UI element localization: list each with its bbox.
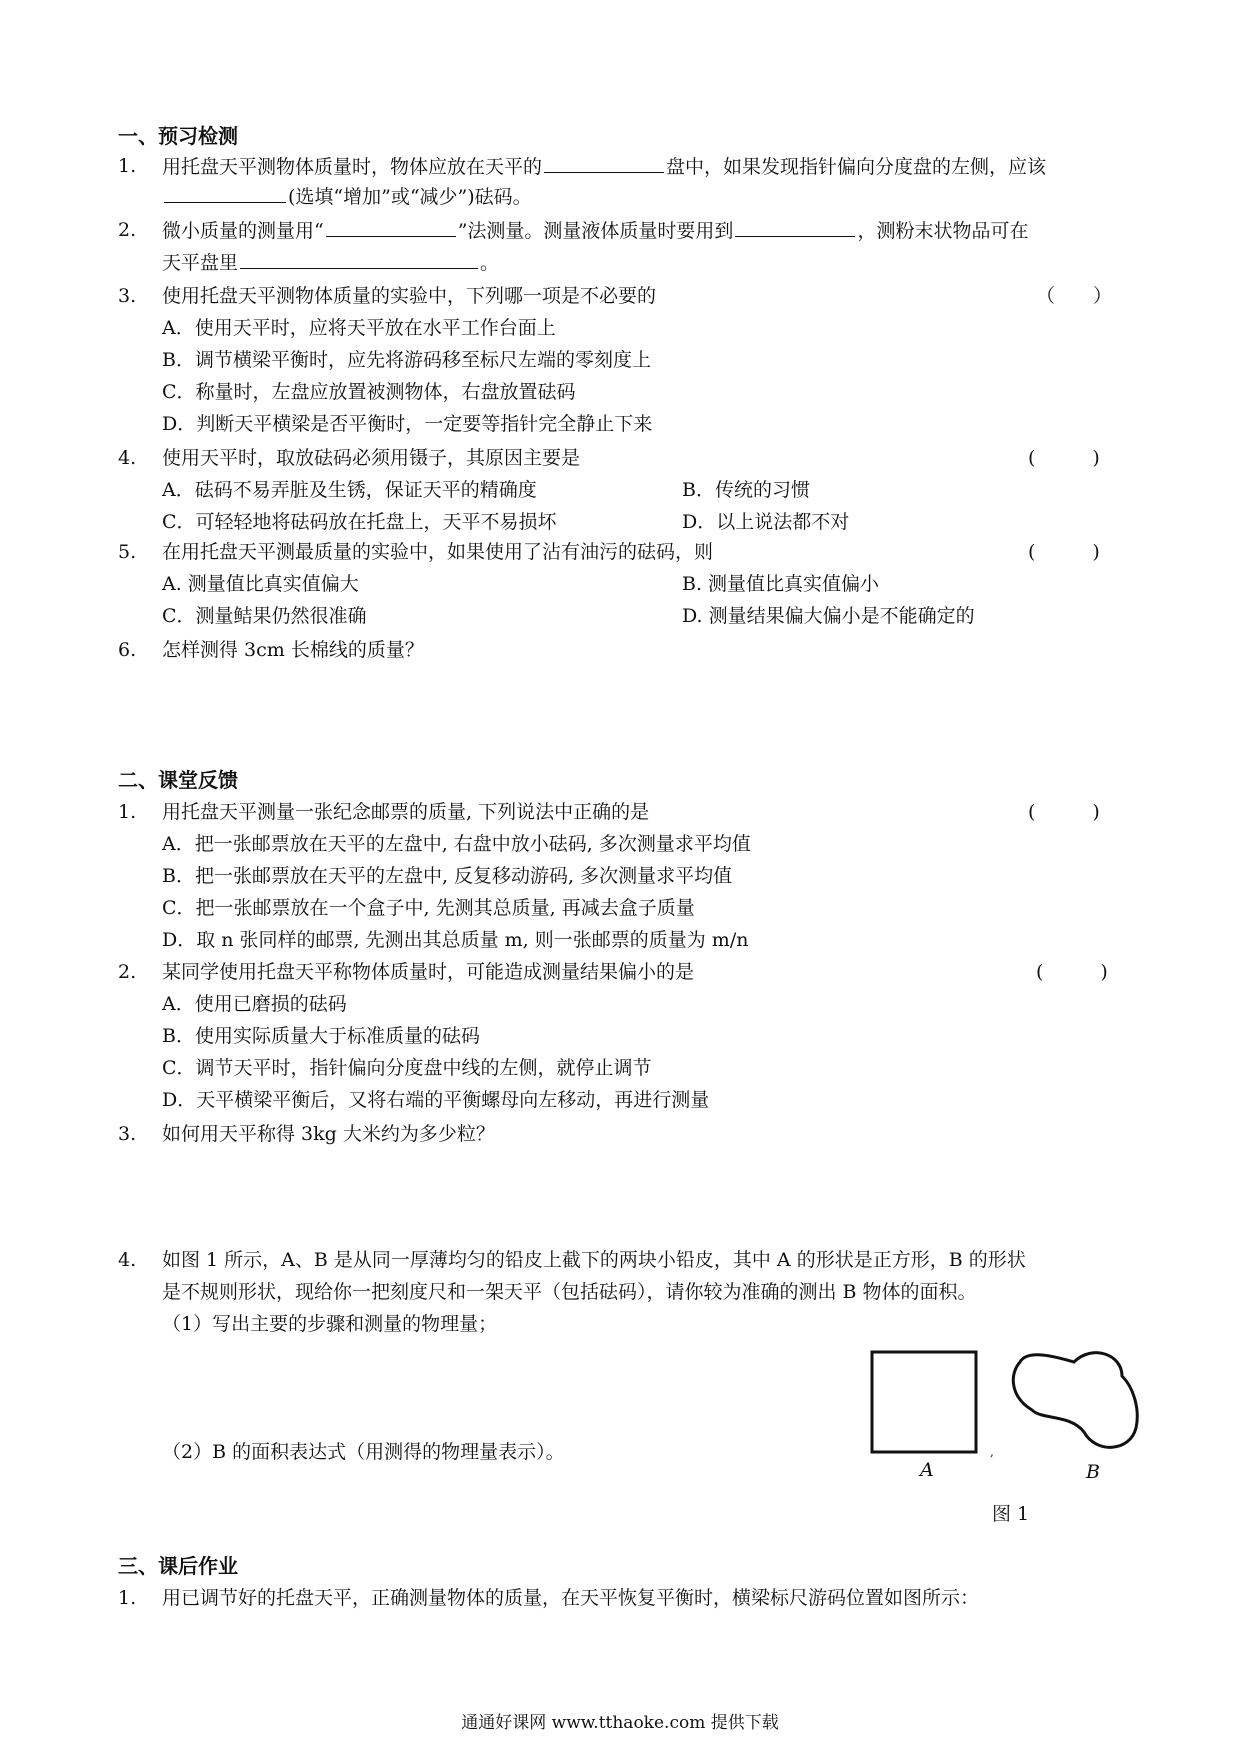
- question-text: [162, 248, 499, 277]
- option-b: B．调节横梁平衡时，应先将游码移至标尺左端的零刻度上: [162, 349, 651, 371]
- option-b: B．使用实际质量大于标准质量的砝码: [162, 1025, 480, 1047]
- square-plate-a: [872, 1352, 976, 1452]
- section-heading-homework: 三、课后作业: [118, 1554, 238, 1578]
- option-d: D．天平横梁平衡后，又将右端的平衡螺母向左移动，再进行测量: [162, 1089, 710, 1111]
- option-a: A．把一张邮票放在天平的左盘中, 右盘中放小砝码, 多次测量求平均值: [162, 833, 751, 855]
- question-text-part: ”法测量。测量液体质量时要用到: [457, 220, 734, 242]
- question-number: 2.: [118, 219, 137, 241]
- answer-blank[interactable]: [544, 152, 664, 173]
- option-c: C．把一张邮票放在一个盒子中, 先测其总质量, 再减去盒子质量: [162, 897, 695, 919]
- option-a: A. 测量值比真实值偏大: [162, 573, 359, 595]
- question-number: 1.: [118, 801, 137, 823]
- option-d: D．判断天平横梁是否平衡时，一定要等指针完全静止下来: [162, 413, 653, 435]
- option-c: C．测量鲒果仍然很准确: [162, 605, 367, 627]
- answer-parentheses[interactable]: ( ): [1028, 541, 1100, 563]
- answer-blank[interactable]: [164, 182, 286, 203]
- question-number: 4.: [118, 447, 137, 469]
- option-d: D．取 n 张同样的邮票, 先测出其总质量 m, 则一张邮票的质量为 m/n: [162, 929, 749, 951]
- question-text: [162, 152, 1046, 181]
- sub-question: （1）写出主要的步骤和测量的物理量；: [162, 1313, 498, 1335]
- question-text-part: 天平盘里: [162, 252, 239, 274]
- option-a: A．使用已磨损的砝码: [162, 993, 347, 1015]
- question-stem: 用托盘天平测量一张纪念邮票的质量, 下列说法中正确的是: [162, 801, 650, 823]
- option-b: B．传统的习惯: [682, 479, 810, 501]
- option-b: B. 测量值比真实值偏小: [682, 573, 880, 595]
- figure-1: [860, 1340, 1150, 1540]
- question-number: 1.: [118, 1587, 137, 1609]
- section-heading-class-feedback: 二、课堂反馈: [118, 768, 238, 792]
- answer-blank[interactable]: [326, 216, 456, 237]
- question-stem: 使用天平时，取放砝码必须用镊子，其原因主要是: [162, 447, 581, 469]
- question-stem: 是不规则形状，现给你一把刻度尺和一架天平（包括砝码），请你较为准确的测出 B 物体的面积。: [162, 1281, 977, 1303]
- figure-label-a: A: [920, 1459, 934, 1481]
- question-number: 6.: [118, 639, 137, 661]
- option-c: C．称量时，左盘应放置被测物体，右盘放置砝码: [162, 381, 576, 403]
- option-d: D．以上说法都不对: [682, 511, 850, 533]
- question-text-part: 。: [480, 252, 500, 274]
- question-number: 2.: [118, 961, 137, 983]
- question-stem: 使用托盘天平测物体质量的实验中，下列哪一项是不必要的: [162, 285, 657, 307]
- question-number: 4.: [118, 1249, 137, 1271]
- question-stem: 如图 1 所示，A、B 是从同一厚薄均匀的铅皮上截下的两块小铅皮，其中 A 的形状是正方形，B 的形状: [162, 1249, 1026, 1271]
- answer-parentheses[interactable]: ( ): [1028, 801, 1100, 823]
- irregular-plate-b: [1013, 1353, 1137, 1448]
- question-number: 1.: [118, 155, 137, 177]
- question-text: [162, 216, 1028, 245]
- option-a: A．砝码不易弄脏及生锈，保证天平的精确度: [162, 479, 537, 501]
- question-stem: 如何用天平称得 3kg 大米约为多少粒？: [162, 1123, 495, 1145]
- option-a: A．使用天平时，应将天平放在水平工作台面上: [162, 317, 556, 339]
- mark: ,: [990, 1445, 994, 1459]
- question-stem: 某同学使用托盘天平称物体质量时，可能造成测量结果偏小的是: [162, 961, 695, 983]
- question-number: 3.: [118, 1123, 137, 1145]
- question-number: 3.: [118, 285, 137, 307]
- section-heading-preview: 一、预习检测: [118, 124, 238, 148]
- answer-parentheses[interactable]: ( ): [1028, 447, 1100, 469]
- question-text-part: 用托盘天平测物体质量时，物体应放在天平的: [162, 156, 543, 178]
- question-text-part: (选填“增加”或“减少”)砝码。: [288, 186, 532, 208]
- figure-label-b: B: [1086, 1461, 1100, 1483]
- option-c: C．可轻轻地将砝码放在托盘上，天平不易损坏: [162, 511, 557, 533]
- option-c: C．调节天平时，指针偏向分度盘中线的左侧，就停止调节: [162, 1057, 652, 1079]
- question-text-part: 微小质量的测量用“: [162, 220, 324, 242]
- question-stem: 用已调节好的托盘天平，正确测量物体的质量，在天平恢复平衡时，横梁标尺游码位置如图所示：: [162, 1587, 980, 1609]
- question-number: 5.: [118, 541, 137, 563]
- answer-blank[interactable]: [735, 216, 855, 237]
- question-text: [162, 182, 532, 211]
- question-stem: 怎样测得 3cm 长棉线的质量？: [162, 639, 424, 661]
- question-text-part: ，测粉末状物品可在: [857, 220, 1029, 242]
- answer-parentheses[interactable]: ( ): [1036, 961, 1108, 983]
- answer-parentheses[interactable]: （ ）: [1036, 285, 1113, 307]
- answer-blank[interactable]: [240, 248, 478, 269]
- option-b: B．把一张邮票放在天平的左盘中, 反复移动游码, 多次测量求平均值: [162, 865, 733, 887]
- figure-caption: 图 1: [992, 1503, 1030, 1525]
- question-stem: 在用托盘天平测最质量的实验中，如果使用了沾有油污的砝码，则: [162, 541, 714, 563]
- option-d: D. 测量结果偏大偏小是不能确定的: [682, 605, 975, 627]
- page-footer: 通通好课网 www.tthaoke.com 提供下载: [461, 1713, 779, 1733]
- question-text-part: 盘中，如果发现指针偏向分度盘的左侧，应该: [666, 156, 1047, 178]
- sub-question: （2）B 的面积表达式（用测得的物理量表示）。: [162, 1441, 565, 1463]
